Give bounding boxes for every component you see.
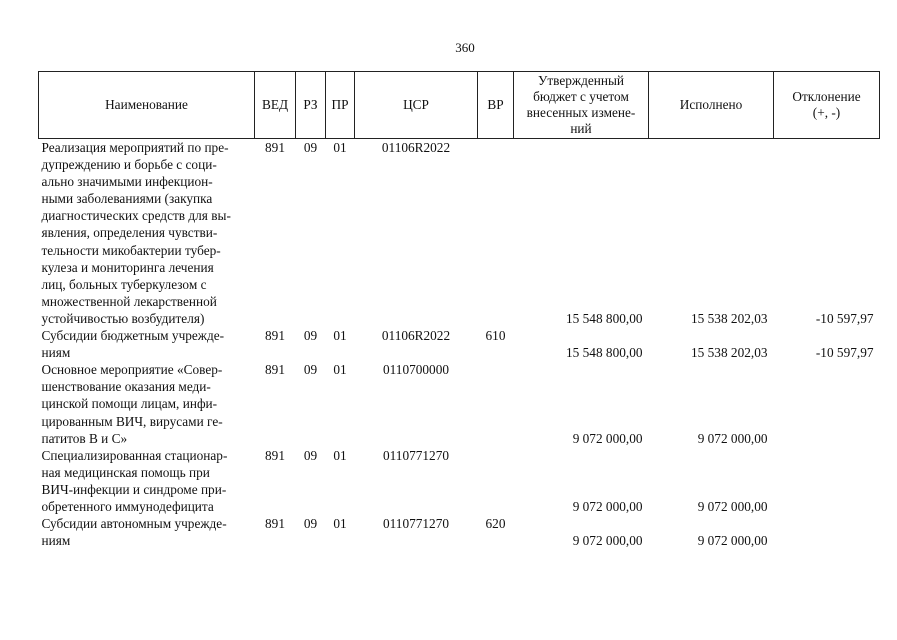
cell-deviation: -10 597,97 xyxy=(815,345,874,361)
row-name xyxy=(39,361,255,446)
cell-executed: 9 072 000,00 xyxy=(697,430,768,446)
col-header-csr: ЦСР xyxy=(355,72,478,139)
cell-executed: 9 072 000,00 xyxy=(697,499,768,515)
header-row xyxy=(39,72,880,139)
name-line: ально значимыми инфекцион- xyxy=(41,174,213,190)
cell-deviation xyxy=(774,447,880,515)
row-name xyxy=(39,447,255,515)
col-header-rz: РЗ xyxy=(296,72,326,139)
name-line: явления, определения чувстви- xyxy=(41,225,218,241)
table-row xyxy=(39,139,880,328)
col-header-pr: ПР xyxy=(326,72,355,139)
page-number: 360 xyxy=(455,40,475,55)
cell-rz: 09 xyxy=(303,447,318,463)
col-header-approved: Утвержденный бюджет с учетом внесенных измене-ний xyxy=(514,72,649,139)
name-line: множественной лекарственной xyxy=(41,293,217,309)
name-line: ными заболеваниями (закупка xyxy=(41,191,213,207)
cell-approved: 9 072 000,00 xyxy=(572,430,643,446)
cell-rz: 09 xyxy=(303,362,318,378)
cell-vr xyxy=(478,447,514,515)
table-row xyxy=(39,361,880,446)
cell-deviation xyxy=(774,515,880,549)
row-name xyxy=(39,139,255,328)
cell-approved: 9 072 000,00 xyxy=(572,533,643,549)
row-name xyxy=(39,515,255,549)
col-header-name: Наименование xyxy=(39,72,255,139)
deviation-header-line1: Отклонение xyxy=(792,89,861,104)
col-header-executed: Исполнено xyxy=(649,72,774,139)
cell-ved: 891 xyxy=(265,516,285,532)
cell-approved: 15 548 800,00 xyxy=(566,345,643,361)
name-line: лиц, больных туберкулезом с xyxy=(41,276,207,292)
cell-approved: 15 548 800,00 xyxy=(566,311,643,327)
cell-ved: 891 xyxy=(265,447,285,463)
name-line: Субсидии бюджетным учрежде- xyxy=(41,328,225,344)
col-header-deviation xyxy=(774,72,880,139)
cell-rz: 09 xyxy=(303,328,318,344)
name-line: цированным ВИЧ, вирусами ге- xyxy=(41,413,223,429)
cell-deviation xyxy=(774,361,880,446)
name-line: кулеза и мониторинга лечения xyxy=(41,259,214,275)
row-name xyxy=(39,327,255,361)
col-header-vr: ВР xyxy=(478,72,514,139)
table-row xyxy=(39,327,880,361)
cell-vr: 620 xyxy=(485,516,506,532)
cell-pr: 01 xyxy=(333,447,347,463)
name-line: Субсидии автономным учрежде- xyxy=(41,516,227,532)
name-line: Реализация мероприятий по пре- xyxy=(41,140,229,155)
cell-ved: 891 xyxy=(265,328,285,344)
cell-csr: 01106R2022 xyxy=(381,328,451,344)
cell-ved: 891 xyxy=(265,362,285,378)
cell-pr: 01 xyxy=(333,362,347,378)
name-line: дупреждению и борьбе с соци- xyxy=(41,157,217,173)
cell-rz: 09 xyxy=(303,140,318,155)
cell-approved: 9 072 000,00 xyxy=(572,499,643,515)
cell-executed: 9 072 000,00 xyxy=(697,533,768,549)
cell-vr xyxy=(478,361,514,446)
cell-csr: 0110700000 xyxy=(383,362,449,378)
cell-executed: 15 538 202,03 xyxy=(691,345,768,361)
name-line: Основное мероприятие «Совер- xyxy=(41,362,223,378)
name-line: шенствование оказания меди- xyxy=(41,379,211,395)
name-line: ниям xyxy=(41,345,71,361)
name-line: обретенного иммунодефицита xyxy=(41,498,214,514)
table-row xyxy=(39,447,880,515)
name-line: ниям xyxy=(41,533,71,549)
cell-csr: 0110771270 xyxy=(383,447,449,463)
cell-vr: 610 xyxy=(485,328,506,344)
name-line: тельности микобактерии тубер- xyxy=(41,242,221,258)
cell-rz: 09 xyxy=(303,516,318,532)
deviation-header-line2: (+, -) xyxy=(812,105,841,120)
cell-csr: 0110771270 xyxy=(383,516,449,532)
cell-deviation: -10 597,97 xyxy=(815,311,874,327)
name-line: диагностических средств для вы- xyxy=(41,208,231,224)
cell-pr: 01 xyxy=(333,328,347,344)
name-line: ная медицинская помощь при xyxy=(41,464,210,480)
name-line: устойчивостью возбудителя) xyxy=(41,310,205,326)
cell-csr: 01106R2022 xyxy=(381,140,451,155)
budget-table xyxy=(38,71,880,549)
cell-ved: 891 xyxy=(265,140,285,155)
cell-executed: 15 538 202,03 xyxy=(691,311,768,327)
name-line: Специализированная стационар- xyxy=(41,447,228,463)
cell-pr: 01 xyxy=(333,516,347,532)
table-row xyxy=(39,515,880,549)
name-line: цинской помощи лицам, инфи- xyxy=(41,396,218,412)
cell-pr: 01 xyxy=(333,140,347,155)
name-line: патитов В и С» xyxy=(41,430,128,446)
name-line: ВИЧ-инфекции и синдроме при- xyxy=(41,481,227,497)
col-header-ved: ВЕД xyxy=(255,72,296,139)
cell-vr xyxy=(478,139,514,328)
